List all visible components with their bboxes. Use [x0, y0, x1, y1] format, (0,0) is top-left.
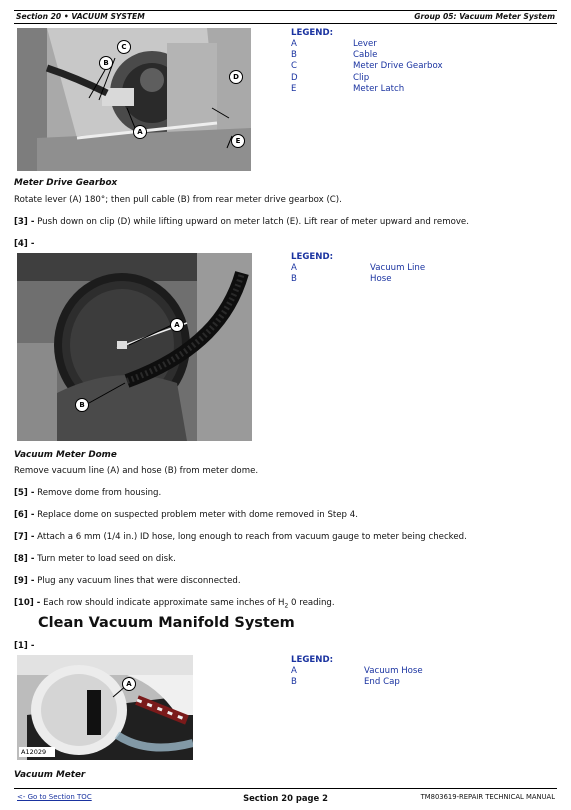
legend-title: LEGEND: [291, 655, 334, 665]
legend-gearbox [291, 28, 491, 95]
legend-key: B [291, 274, 297, 285]
step-number: [4] - [14, 239, 35, 249]
step-text: Remove dome from housing. [37, 488, 162, 498]
figure-caption: Meter Drive Gearbox [14, 178, 118, 188]
step-6 [14, 510, 358, 520]
legend-label: Clip [353, 72, 370, 83]
body-text: Rotate lever (A) 180°; then pull cable (B) from rear meter drive gearbox (C). [14, 195, 342, 205]
legend-key: B [291, 677, 297, 688]
step-number: [8] - [14, 554, 35, 564]
step-text: Turn meter to load seed on disk. [37, 554, 176, 564]
footer-rule [14, 788, 557, 789]
step-7 [14, 532, 467, 542]
step-8 [14, 554, 176, 564]
legend-key: A [291, 666, 297, 676]
step-9 [14, 576, 241, 586]
vacuum-meter-photo [17, 655, 193, 760]
callout-b: B [75, 398, 89, 412]
figure-caption: Vacuum Meter [14, 770, 86, 780]
callout-a: A [122, 677, 136, 691]
meter-drive-gearbox-photo [17, 28, 251, 171]
legend-dome [291, 252, 491, 285]
figure-vacuum-meter-dome [17, 253, 252, 441]
body-text: Remove vacuum line (A) and hose (B) from meter dome. [14, 466, 259, 476]
legend-title: LEGEND: [291, 252, 334, 262]
figure-vacuum-meter [17, 655, 193, 760]
subscript: 2 [284, 602, 289, 610]
legend-key: E [291, 83, 297, 94]
callout-e: E [231, 134, 245, 148]
legend-key: A [291, 39, 297, 49]
legend-label: End Cap [364, 677, 400, 688]
legend-label: Meter Drive Gearbox [353, 61, 443, 72]
legend-label: Vacuum Hose [364, 666, 423, 676]
legend-title: LEGEND: [291, 28, 334, 38]
callout-b: B [99, 56, 113, 70]
step-number: [9] - [14, 576, 35, 586]
legend-key: D [291, 72, 298, 83]
step-text: Each row should indicate approximate same inches of H [43, 598, 285, 608]
step-text: Push down on clip (D) while lifting upward on meter latch (E). Lift rear of meter upward and remove. [37, 217, 469, 227]
legend-label: Lever [353, 39, 377, 49]
header-group: Group 05: Vacuum Meter System [414, 12, 555, 21]
step-number: [10] - [14, 598, 41, 608]
step-1 [14, 641, 34, 651]
header-section: Section 20 • VACUUM SYSTEM [16, 12, 145, 21]
legend-key: C [291, 61, 298, 72]
image-code: A12029 [21, 748, 47, 756]
vacuum-meter-dome-photo [17, 253, 252, 441]
step-number: [3] - [14, 217, 35, 227]
manual-id: TM803619-REPAIR TECHNICAL MANUAL [420, 793, 555, 801]
header-rule-top [14, 10, 557, 11]
step-number: [6] - [14, 510, 35, 520]
step-10 [14, 598, 335, 610]
legend-label: Cable [353, 50, 378, 61]
step-number: [5] - [14, 488, 35, 498]
step-number: [7] - [14, 532, 35, 542]
step-5 [14, 488, 161, 498]
legend-key: B [291, 50, 297, 61]
legend-label: Vacuum Line [370, 263, 426, 273]
callout-c: C [117, 40, 131, 54]
step-text-end: 0 reading. [288, 598, 335, 608]
step-text: Plug any vacuum lines that were disconnected. [37, 576, 241, 586]
legend-label: Meter Latch [353, 83, 405, 94]
header-rule-bottom [14, 23, 557, 24]
figure-meter-drive-gearbox [17, 28, 251, 171]
legend-label: Hose [370, 274, 392, 285]
page-number: Section 20 page 2 [243, 793, 328, 803]
callout-d: D [229, 70, 243, 84]
callout-a: A [133, 125, 147, 139]
callout-a: A [170, 318, 184, 332]
step-3 [14, 217, 469, 227]
step-text: Replace dome on suspected problem meter with dome removed in Step 4. [37, 510, 358, 520]
section-title: Clean Vacuum Manifold System [38, 615, 295, 631]
legend-vacuum-meter [291, 655, 491, 688]
figure-caption: Vacuum Meter Dome [14, 450, 117, 460]
step-4 [14, 239, 34, 249]
legend-key: A [291, 263, 297, 273]
step-number: [1] - [14, 641, 35, 651]
step-text: Attach a 6 mm (1/4 in.) ID hose, long enough to reach from vacuum gauge to meter being checked. [37, 532, 467, 542]
section-toc-link[interactable]: <- Go to Section TOC [17, 793, 92, 801]
